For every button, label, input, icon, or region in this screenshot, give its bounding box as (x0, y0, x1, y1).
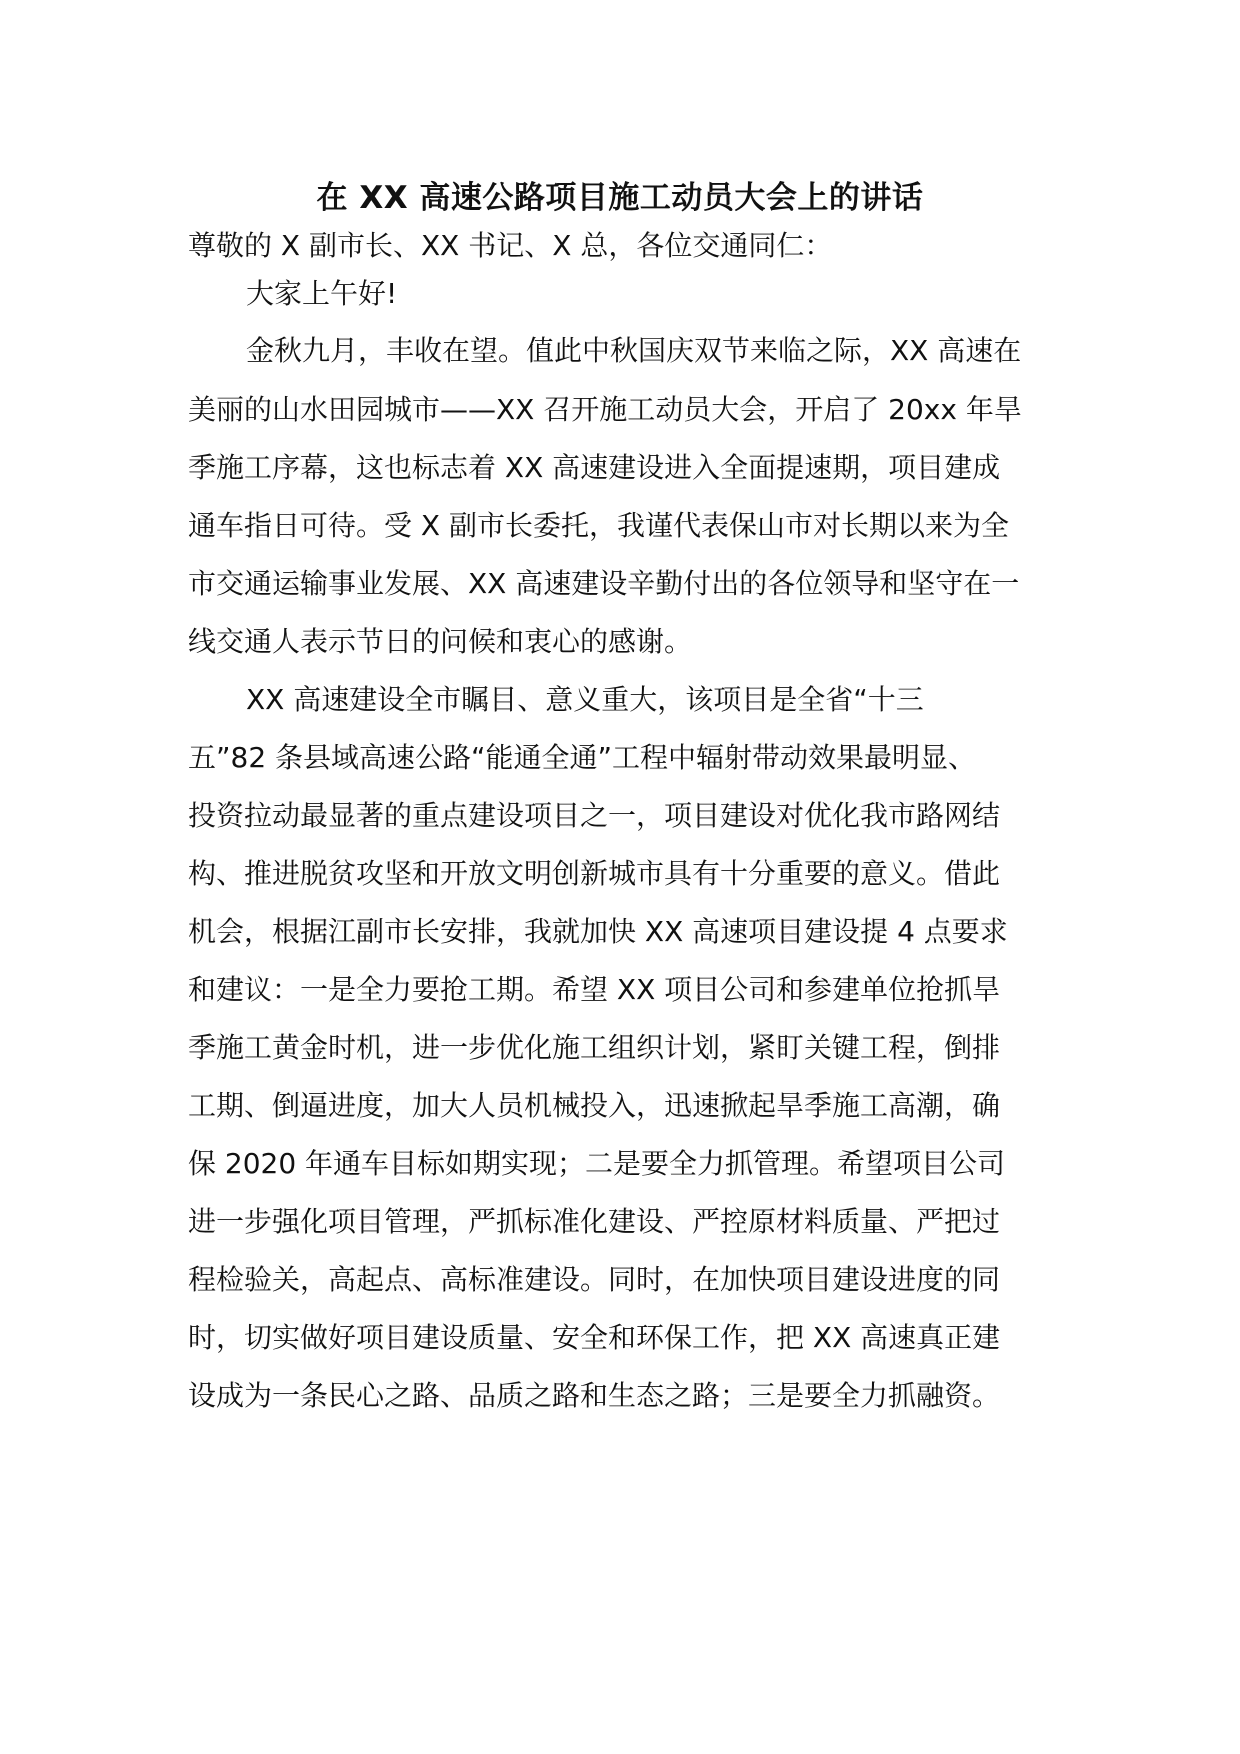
paragraph-2-line-13: 设成为一条民心之路、品质之路和生态之路；三是要全力抓融资。 (188, 1379, 1001, 1412)
paragraph-2-line-9: 保 2020 年通车目标如期实现；二是要全力抓管理。希望项目公司 (188, 1147, 1006, 1180)
paragraph-1-line-4: 通车指日可待。受 X 副市长委托，我谨代表保山市对长期以来为全 (188, 509, 1009, 542)
paragraph-2-line-12: 时，切实做好项目建设质量、安全和环保工作，把 XX 高速真正建 (188, 1321, 1001, 1354)
paragraph-1-line-3: 季施工序幕，这也标志着 XX 高速建设进入全面提速期，项目建成 (188, 451, 1001, 484)
document-title: 在 XX 高速公路项目施工动员大会上的讲话 (316, 180, 924, 216)
paragraph-2-line-3: 投资拉动最显著的重点建设项目之一，项目建设对优化我市路网结 (188, 799, 1001, 832)
paragraph-2-line-4: 构、推进脱贫攻坚和开放文明创新城市具有十分重要的意义。借此 (188, 857, 1001, 890)
paragraph-1-line-5: 市交通运输事业发展、XX 高速建设辛勤付出的各位领导和坚守在一 (188, 567, 1020, 600)
paragraph-2-line-7: 季施工黄金时机，进一步优化施工组织计划，紧盯关键工程，倒排 (188, 1031, 1001, 1064)
paragraph-1-line-2: 美丽的山水田园城市——XX 召开施工动员大会，开启了 20xx 年旱 (188, 393, 1022, 426)
paragraph-2-line-6: 和建议：一是全力要抢工期。希望 XX 项目公司和参建单位抢抓旱 (188, 973, 1001, 1006)
salutation-line: 尊敬的 X 副市长、XX 书记、X 总，各位交通同仁： (188, 229, 833, 262)
paragraph-2-line-8: 工期、倒逼进度，加大人员机械投入，迅速掀起旱季施工高潮，确 (188, 1089, 1001, 1122)
paragraph-1-line-1: 金秋九月，丰收在望。值此中秋国庆双节来临之际，XX 高速在 (246, 334, 1022, 367)
paragraph-2-line-10: 进一步强化项目管理，严抓标准化建设、严控原材料质量、严把过 (188, 1205, 1001, 1238)
paragraph-2-line-5: 机会，根据江副市长安排，我就加快 XX 高速项目建设提 4 点要求 (188, 915, 1008, 948)
paragraph-1-line-6: 线交通人表示节日的问候和衷心的感谢。 (188, 625, 693, 658)
paragraph-2-line-1: XX 高速建设全市瞩目、意义重大，该项目是全省“十三 (246, 683, 924, 716)
paragraph-2-line-2: 五”82 条县域高速公路“能通全通”工程中辐射带动效果最明显、 (188, 741, 977, 774)
paragraph-2-line-11: 程检验关，高起点、高标准建设。同时，在加快项目建设进度的同 (188, 1263, 1001, 1296)
greeting-line: 大家上午好! (246, 277, 398, 310)
